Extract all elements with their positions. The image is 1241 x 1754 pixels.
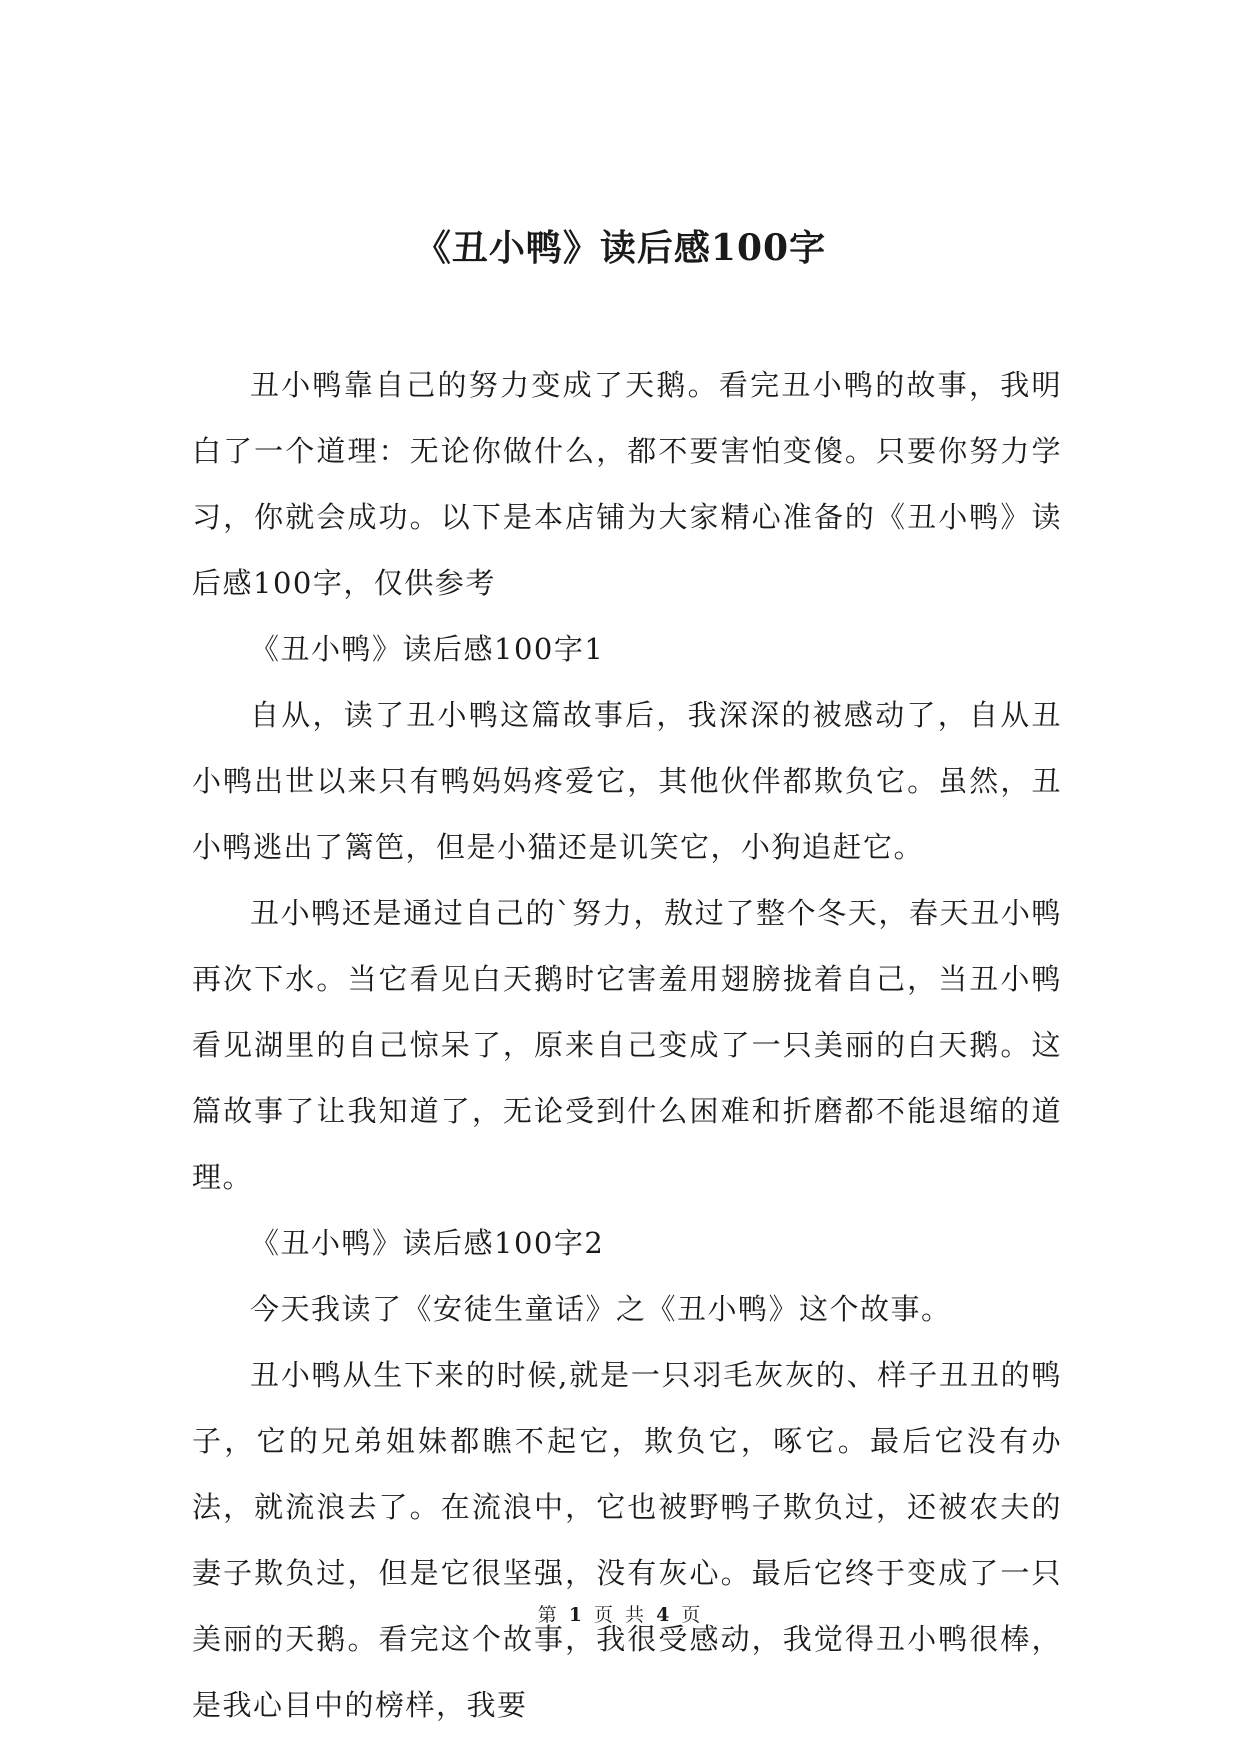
page-footer xyxy=(0,1600,1241,1627)
section-heading-1: 《丑小鸭》读后感100字1 xyxy=(250,632,605,666)
total-page-count: 4 xyxy=(656,1604,673,1626)
paragraph-intro: 丑小鸭靠自己的努力变成了天鹅。看完丑小鸭的故事，我明白了一个道理：无论你做什么，都不要害怕变傻。只要你努力学习，你就会成功。以下是本店铺为大家精心准备的《丑小鸭》读后感100字，仅供参考 xyxy=(192,368,1062,600)
paragraph: 丑小鸭还是通过自己的`努力，敖过了整个冬天，春天丑小鸭再次下水。当它看见白天鹅时它害羞用翅膀拢着自己，当丑小鸭看见湖里的自己惊呆了，原来自己变成了一只美丽的白天鹅。这篇故事了让我知道了，无论受到什么困难和折磨都不能退缩的道理。 xyxy=(192,896,1062,1194)
paragraph: 今天我读了《安徒生童话》之《丑小鸭》这个故事。 xyxy=(250,1292,952,1326)
paragraph: 丑小鸭从生下来的时候,就是一只羽毛灰灰的、样子丑丑的鸭子，它的兄弟姐妹都瞧不起它，欺负它，啄它。最后它没有办法，就流浪去了。在流浪中，它也被野鸭子欺负过，还被农夫的妻子欺负过，但是它很坚强，没有灰心。最后它终于变成了一只美丽的天鹅。看完这个故事，我很受感动，我觉得丑小鸭很棒，是我心目中的榜样，我要 xyxy=(192,1358,1062,1722)
footer-suffix: 页 xyxy=(681,1604,704,1626)
footer-prefix: 第 xyxy=(537,1604,560,1626)
footer-middle: 页 共 xyxy=(593,1604,648,1626)
document-body xyxy=(192,352,1062,1738)
current-page-number: 1 xyxy=(568,1604,585,1626)
document-title: 《丑小鸭》读后感100字 xyxy=(414,227,827,269)
paragraph: 自从，读了丑小鸭这篇故事后，我深深的被感动了，自从丑小鸭出世以来只有鸭妈妈疼爱它，其他伙伴都欺负它。虽然，丑小鸭逃出了篱笆，但是小猫还是讥笑它，小狗追赶它。 xyxy=(192,698,1062,864)
section-heading-2: 《丑小鸭》读后感100字2 xyxy=(250,1226,605,1260)
